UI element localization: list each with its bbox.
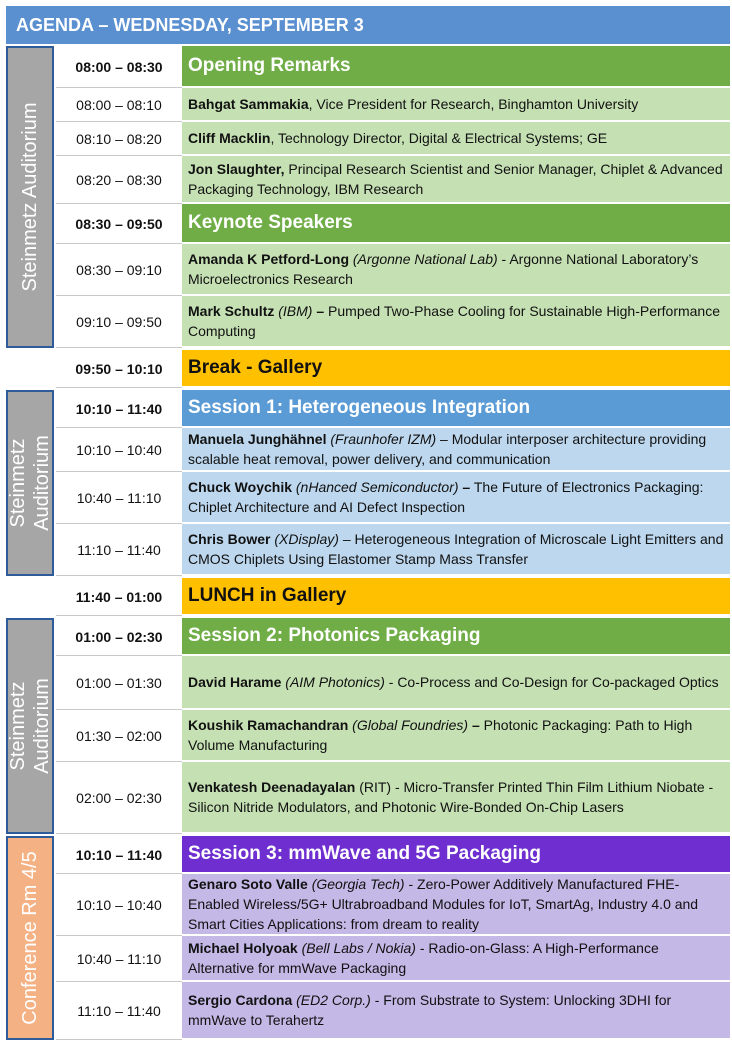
session-header [182, 46, 730, 88]
talk-description [188, 938, 724, 978]
speaker-affiliation: (Bell Labs / Nokia) [297, 940, 416, 956]
talk-description [188, 94, 638, 114]
talk-description [188, 477, 724, 517]
speaker-affiliation: (Fraunhofer IZM) [326, 431, 437, 447]
talk-row [182, 982, 730, 1040]
talk-row [182, 156, 730, 204]
talk-description [188, 990, 724, 1030]
talk-time: 10:10 – 10:40 [56, 428, 182, 472]
talk-row [182, 656, 730, 710]
talk-description [188, 777, 724, 817]
session-time: 10:10 – 11:40 [56, 390, 182, 428]
speaker-affiliation: (XDisplay) [270, 531, 339, 547]
talk-title: - From Substrate to System: Unlocking 3DHI for mmWave to Terahertz [188, 992, 672, 1028]
talk-row [182, 710, 730, 762]
session-title: Session 2: Photonics Packaging [188, 625, 481, 646]
talk-time: 08:10 – 08:20 [56, 122, 182, 156]
talk-title: – Heterogeneous Integration of Microscale Light Emitters and CMOS Chiplets Using Elastomer Stamp Mass Transfer [188, 531, 724, 567]
break-row [182, 578, 730, 616]
talk-description [188, 429, 724, 469]
session-title: Session 1: Heterogeneous Integration [188, 397, 531, 418]
talk-time: 10:40 – 11:10 [56, 472, 182, 524]
session-header [182, 836, 730, 874]
speaker-name: Michael Holyoak [188, 940, 298, 956]
talk-title: – Modular interposer architecture providing scalable heat removal, power delivery, and communication [188, 431, 707, 467]
talk-title: (RIT) - Micro-Transfer Printed Thin Film Lithium Niobate - Silicon Nitride Modulators, and Photonic Wire-Bonded On-Chip Lasers [188, 779, 714, 815]
talk-description [188, 128, 607, 148]
talk-row [182, 122, 730, 156]
session-time: 01:00 – 02:30 [56, 618, 182, 656]
speaker-name: Chuck Woychik [188, 479, 292, 495]
talk-time: 09:10 – 09:50 [56, 296, 182, 348]
room-steinmetz-2 [6, 390, 54, 576]
talk-title: , Technology Director, Digital & Electrical Systems; GE [270, 130, 608, 146]
talk-time: 08:30 – 09:10 [56, 244, 182, 296]
talk-time: 10:40 – 11:10 [56, 936, 182, 982]
session-time: 10:10 – 11:40 [56, 836, 182, 874]
session-title: Keynote Speakers [188, 212, 353, 233]
talk-description [188, 874, 724, 934]
talk-row [182, 874, 730, 936]
room-label: Steinmetz Auditorium [19, 102, 41, 292]
talk-title: The Future of Electronics Packaging: Chiplet Architecture and AI Defect Inspection [188, 479, 704, 515]
speaker-name: Jon Slaughter, [188, 161, 285, 177]
talk-row [182, 244, 730, 296]
talk-title: - Radio-on-Glass: A High-Performance Alternative for mmWave Packaging [188, 940, 659, 976]
talk-row [182, 296, 730, 348]
talk-title: Pumped Two-Phase Cooling for Sustainable High-Performance Computing [188, 303, 720, 339]
talk-title: , Vice President for Research, Binghamton University [308, 96, 639, 112]
speaker-affiliation: (Argonne National Lab) [349, 251, 498, 267]
speaker-name: Mark Schultz [188, 303, 275, 319]
speaker-name: Venkatesh Deenadayalan [188, 779, 356, 795]
talk-description [188, 715, 724, 755]
session-header [182, 618, 730, 656]
talk-row [182, 936, 730, 982]
session-time: 09:50 – 10:10 [56, 350, 182, 388]
session-time: 11:40 – 01:00 [56, 578, 182, 616]
break-row [182, 350, 730, 388]
room-label-line: Steinmetz [7, 438, 29, 528]
room-steinmetz-3 [6, 618, 54, 834]
separator: – [468, 717, 480, 733]
speaker-name: Cliff Macklin [188, 130, 271, 146]
room-label [6, 435, 54, 531]
room-label-line: Auditorium [31, 435, 53, 531]
session-time: 08:00 – 08:30 [56, 46, 182, 88]
talk-time: 10:10 – 10:40 [56, 874, 182, 936]
speaker-affiliation: (IBM) [274, 303, 313, 319]
speaker-name: Bahgat Sammakia [188, 96, 309, 112]
talk-row [182, 524, 730, 576]
session-title: LUNCH in Gallery [188, 585, 347, 606]
speaker-affiliation: (ED2 Corp.) [292, 992, 371, 1008]
speaker-name: Sergio Cardona [188, 992, 293, 1008]
session-header [182, 204, 730, 244]
speaker-affiliation: (AIM Photonics) [281, 674, 385, 690]
speaker-name: Koushik Ramachandran [188, 717, 349, 733]
talk-title: - Argonne National Laboratory’s Microelectronics Research [188, 251, 699, 287]
talk-title: Photonic Packaging: Path to High Volume Manufacturing [188, 717, 693, 753]
speaker-name: Amanda K Petford-Long [188, 251, 349, 267]
talk-description [188, 249, 724, 289]
talk-time: 08:00 – 08:10 [56, 88, 182, 122]
talk-row [182, 428, 730, 472]
room-label-line: Steinmetz [7, 681, 29, 771]
separator: – [458, 479, 471, 495]
talk-time: 11:10 – 11:40 [56, 524, 182, 576]
session-title: Opening Remarks [188, 55, 351, 76]
room-label: Conference Rm 4/5 [19, 851, 41, 1025]
speaker-affiliation: (Georgia Tech) [307, 876, 405, 892]
speaker-name: Manuela Junghähnel [188, 431, 327, 447]
agenda-title: AGENDA – WEDNESDAY, SEPTEMBER 3 [6, 6, 730, 44]
talk-time: 08:20 – 08:30 [56, 156, 182, 204]
speaker-affiliation: (nHanced Semiconductor) [292, 479, 459, 495]
talk-row [182, 88, 730, 122]
talk-time: 01:30 – 02:00 [56, 710, 182, 762]
talk-row [182, 762, 730, 834]
talk-description [188, 672, 719, 692]
session-time: 08:30 – 09:50 [56, 204, 182, 244]
talk-time: 01:00 – 01:30 [56, 656, 182, 710]
talk-time: 02:00 – 02:30 [56, 762, 182, 834]
talk-row [182, 472, 730, 524]
talk-title: Principal Research Scientist and Senior Manager, Chiplet & Advanced Packaging Technology, IBM Research [188, 161, 723, 197]
talk-title: - Co-Process and Co-Design for Co-packaged Optics [384, 674, 719, 690]
session-header [182, 390, 730, 428]
room-conference [6, 836, 54, 1040]
talk-description [188, 159, 724, 199]
room-steinmetz-1 [6, 46, 54, 348]
speaker-name: Genaro Soto Valle [188, 876, 308, 892]
talk-title: - Zero-Power Additively Manufactured FHE-Enabled Wireless/5G+ Ultrabroadband Modules for IoT, SmartAg, Industry 4.0 and Smart Cities Applications: from dream to reality [188, 876, 699, 932]
room-label-line: Auditorium [31, 678, 53, 774]
separator: – [312, 303, 325, 319]
speaker-name: Chris Bower [188, 531, 271, 547]
talk-description [188, 529, 724, 569]
speaker-name: David Harame [188, 674, 282, 690]
speaker-affiliation: (Global Foundries) [348, 717, 469, 733]
session-title: Session 3: mmWave and 5G Packaging [188, 843, 542, 864]
room-label [6, 678, 54, 774]
talk-time: 11:10 – 11:40 [56, 982, 182, 1040]
session-title: Break - Gallery [188, 357, 323, 378]
talk-description [188, 301, 724, 341]
